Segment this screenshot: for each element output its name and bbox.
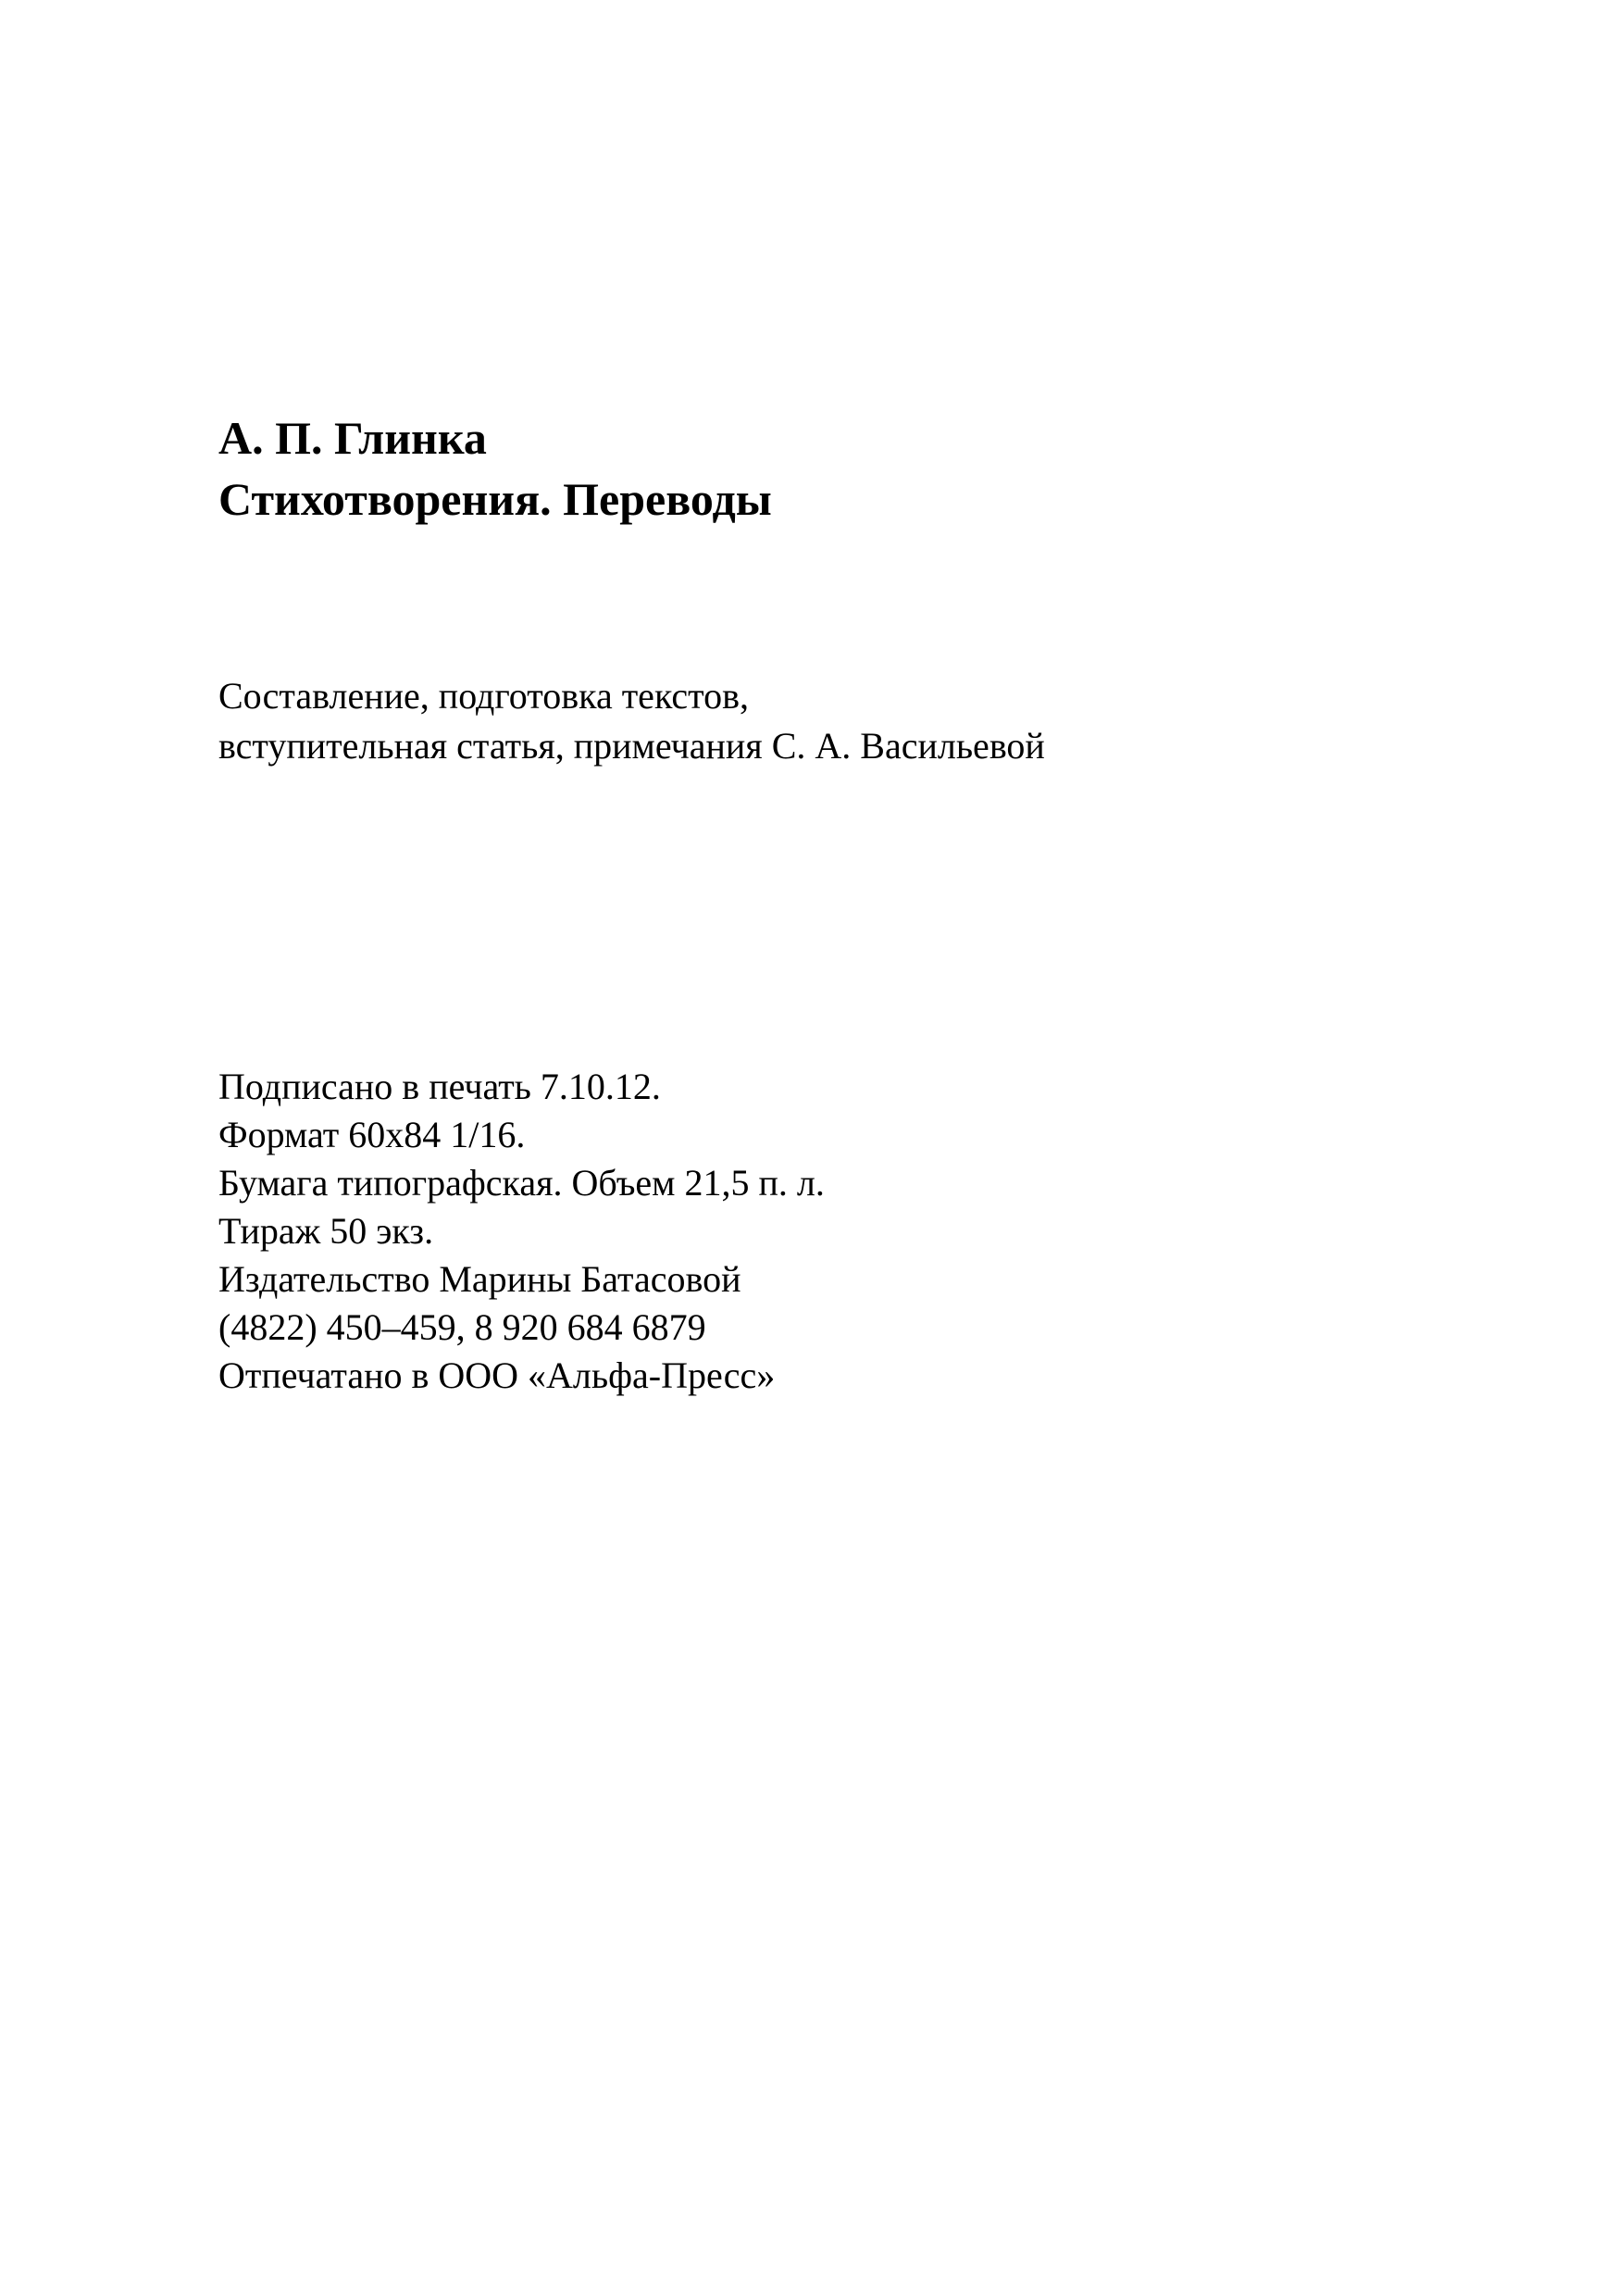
book-title: Стихотворения. Переводы [218, 473, 772, 525]
credits-line-2: вступительная статья, примечания С. А. Васильевой [218, 725, 1045, 767]
imprint-printer: Отпечатано в ООО «Альфа-Пресс» [218, 1354, 776, 1396]
title-block [218, 407, 1422, 530]
imprint-publisher: Издательство Марины Батасовой [218, 1258, 741, 1300]
imprint-block [218, 1063, 1514, 1400]
imprint-phones: (4822) 450–459, 8 920 684 6879 [218, 1306, 706, 1348]
imprint-paper: Бумага типографская. Объем 21,5 п. л. [218, 1162, 825, 1204]
author-name: А. П. Глинка [218, 412, 487, 464]
credits-block [218, 671, 1514, 771]
credits-line-1: Составление, подготовка текстов, [218, 675, 749, 717]
imprint-signed-date: Подписано в печать 7.10.12. [218, 1066, 661, 1107]
imprint-print-run: Тираж 50 экз. [218, 1210, 434, 1252]
imprint-format: Формат 60x84 1/16. [218, 1114, 526, 1155]
